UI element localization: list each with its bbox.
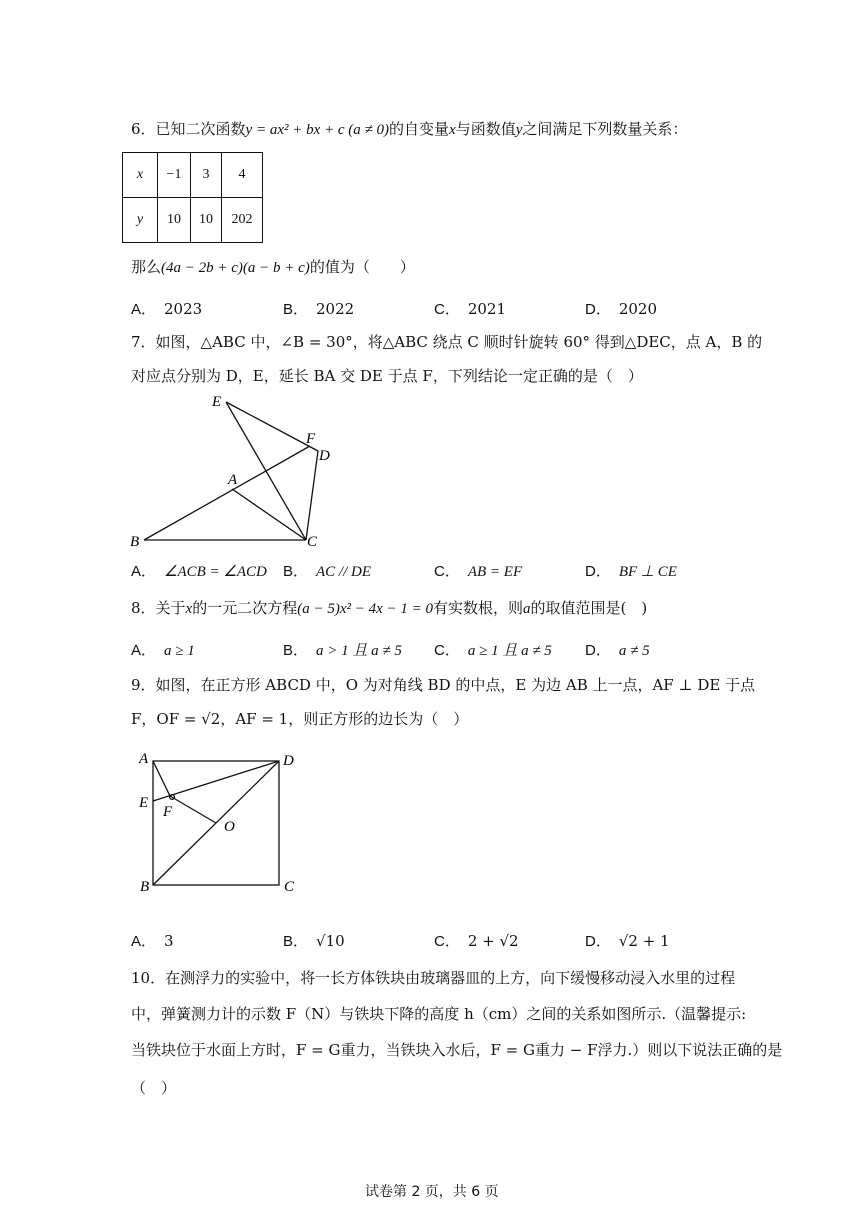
- option-letter: B．: [283, 642, 309, 659]
- table-row: [123, 153, 263, 198]
- point-label-e: E: [212, 394, 222, 410]
- table-cell: x: [123, 153, 158, 198]
- table-cell: −1: [158, 153, 191, 198]
- point-label-b: B: [130, 534, 140, 550]
- option-letter: A．: [131, 642, 157, 659]
- option-letter: C．: [434, 642, 460, 659]
- point-label-b: B: [140, 879, 150, 895]
- option-text: a > 1 且 a ≠ 5: [316, 643, 402, 659]
- q6-formula: y = ax² + bx + c (a ≠ 0): [245, 122, 390, 138]
- q8-mid2: 有实数根，则: [433, 599, 524, 617]
- table-cell: 10: [158, 198, 191, 243]
- point-label-f: F: [163, 804, 173, 820]
- table-cell: 3: [191, 153, 222, 198]
- option-text: ∠ACB = ∠ACD: [164, 564, 267, 580]
- q7-option-b[interactable]: [283, 560, 371, 581]
- q6-ask-expr: (4a − 2b + c)(a − b + c): [161, 260, 310, 276]
- q6-option-c[interactable]: [434, 298, 506, 319]
- q6-option-b[interactable]: [283, 298, 354, 319]
- q10-stem-line4: （ ）: [131, 1079, 177, 1097]
- point-label-a: A: [139, 751, 149, 767]
- point-label-e: E: [139, 795, 149, 811]
- q10-stem-line2: 中，弹簧测力计的示数 F（N）与铁块下降的高度 h（cm）之间的关系如图所示.（温馨提示:: [131, 1005, 747, 1023]
- option-letter: B．: [283, 563, 309, 580]
- q6-option-a[interactable]: [131, 298, 202, 319]
- q8-var-x: x: [185, 601, 193, 617]
- q6-option-d[interactable]: [585, 298, 657, 319]
- table-cell: 4: [222, 153, 263, 198]
- option-text: 2023: [164, 300, 203, 318]
- q9-stem-line1: 9．如图，在正方形 ABCD 中，O 为对角线 BD 的中点，E 为边 AB 上一点，AF ⊥ DE 于点: [131, 676, 756, 694]
- option-text: 2022: [316, 300, 355, 318]
- q6-var-y: y: [515, 122, 523, 138]
- option-text: AC // DE: [316, 564, 372, 580]
- option-letter: D．: [585, 301, 611, 318]
- q7-option-c[interactable]: [434, 560, 522, 581]
- q6-value-table: [122, 152, 263, 243]
- q7-stem-line2: 对应点分别为 D，E，延长 BA 交 DE 于点 F，下列结论一定正确的是（ ）: [131, 367, 643, 385]
- q7-option-a[interactable]: [131, 560, 267, 581]
- q9-option-a[interactable]: [131, 930, 174, 951]
- q8-equation: (a − 5)x² − 4x − 1 = 0: [297, 601, 434, 617]
- option-text: a ≥ 1 且 a ≠ 5: [467, 643, 552, 659]
- point-label-f: F: [306, 431, 316, 447]
- point-label-o: O: [224, 819, 235, 835]
- q9-figure: [130, 745, 310, 900]
- q10-stem-line1: 10．在测浮力的实验中，将一长方体铁块由玻璃器皿的上方，向下缓慢移动浸入水里的过程: [131, 969, 736, 987]
- q6-ask: 那么(4a − 2b + c)(a − b + c)的值为（ ）: [131, 258, 415, 276]
- point-label-c: C: [307, 534, 318, 550]
- option-text: √2 + 1: [618, 932, 670, 950]
- option-text: a ≥ 1: [164, 643, 195, 659]
- q6-stem: [131, 118, 687, 141]
- option-letter: D．: [585, 933, 611, 950]
- option-letter: C．: [434, 301, 460, 318]
- q8-option-a[interactable]: [131, 639, 195, 660]
- option-text: 2 + √2: [467, 932, 519, 950]
- page-footer: 试卷第 2 页，共 6 页: [365, 1184, 499, 1200]
- q6-mid2: 与函数值: [455, 120, 516, 138]
- q8-option-c[interactable]: [434, 639, 552, 660]
- q8-stem: [131, 597, 647, 620]
- q7-stem-line1: 7．如图，△ABC 中，∠B = 30°，将△ABC 绕点 C 顺时针旋转 60° 得到△DEC，点 A，B 的: [131, 333, 763, 351]
- q8-option-b[interactable]: [283, 639, 402, 660]
- q6-ask-text: 的值为（ ）: [309, 258, 415, 276]
- q8-prefix: 8．关于: [131, 599, 186, 617]
- point-label-d: D: [319, 448, 330, 464]
- option-letter: B．: [283, 301, 309, 318]
- q6-prefix: 6．已知二次函数: [131, 120, 246, 138]
- table-cell: 202: [222, 198, 263, 243]
- table-cell: 10: [191, 198, 222, 243]
- option-text: AB = EF: [467, 564, 523, 580]
- q6-suffix: 之间满足下列数量关系：: [522, 120, 688, 138]
- q8-mid: 的一元二次方程: [192, 599, 298, 617]
- option-text: 2021: [467, 300, 507, 318]
- option-text: 3: [164, 932, 174, 950]
- point-label-c: C: [284, 879, 295, 895]
- q6-mid1: 的自变量: [389, 120, 450, 138]
- option-letter: A．: [131, 933, 157, 950]
- q6-var-x: x: [449, 122, 456, 138]
- q7-figure: [120, 390, 350, 555]
- q9-stem-line2: F，OF = √2，AF = 1，则正方形的边长为（ ）: [131, 710, 469, 728]
- option-letter: B．: [283, 933, 309, 950]
- table-cell: y: [123, 198, 158, 243]
- q10-stem-line3: 当铁块位于水面上方时，F = G重力，当铁块入水后，F = G重力 − F浮力.）则以下说法正确的是: [131, 1041, 783, 1059]
- q9-option-b[interactable]: [283, 930, 345, 951]
- option-text: √10: [316, 932, 345, 950]
- option-text: a ≠ 5: [618, 643, 650, 659]
- point-label-d: D: [283, 753, 294, 769]
- q8-suffix: 的取值范围是( ): [530, 599, 648, 617]
- option-text: BF ⊥ CE: [618, 564, 677, 580]
- option-letter: A．: [131, 563, 157, 580]
- q9-option-c[interactable]: [434, 930, 519, 951]
- option-text: 2020: [618, 300, 658, 318]
- option-letter: D．: [585, 563, 611, 580]
- option-letter: D．: [585, 642, 611, 659]
- option-letter: C．: [434, 563, 460, 580]
- point-label-a: A: [228, 472, 238, 488]
- q7-option-d[interactable]: [585, 560, 677, 581]
- q8-option-d[interactable]: [585, 639, 650, 660]
- option-letter: A．: [131, 301, 157, 318]
- table-row: [123, 198, 263, 243]
- q9-option-d[interactable]: [585, 930, 670, 951]
- q8-var-a: a: [523, 601, 531, 617]
- option-letter: C．: [434, 933, 460, 950]
